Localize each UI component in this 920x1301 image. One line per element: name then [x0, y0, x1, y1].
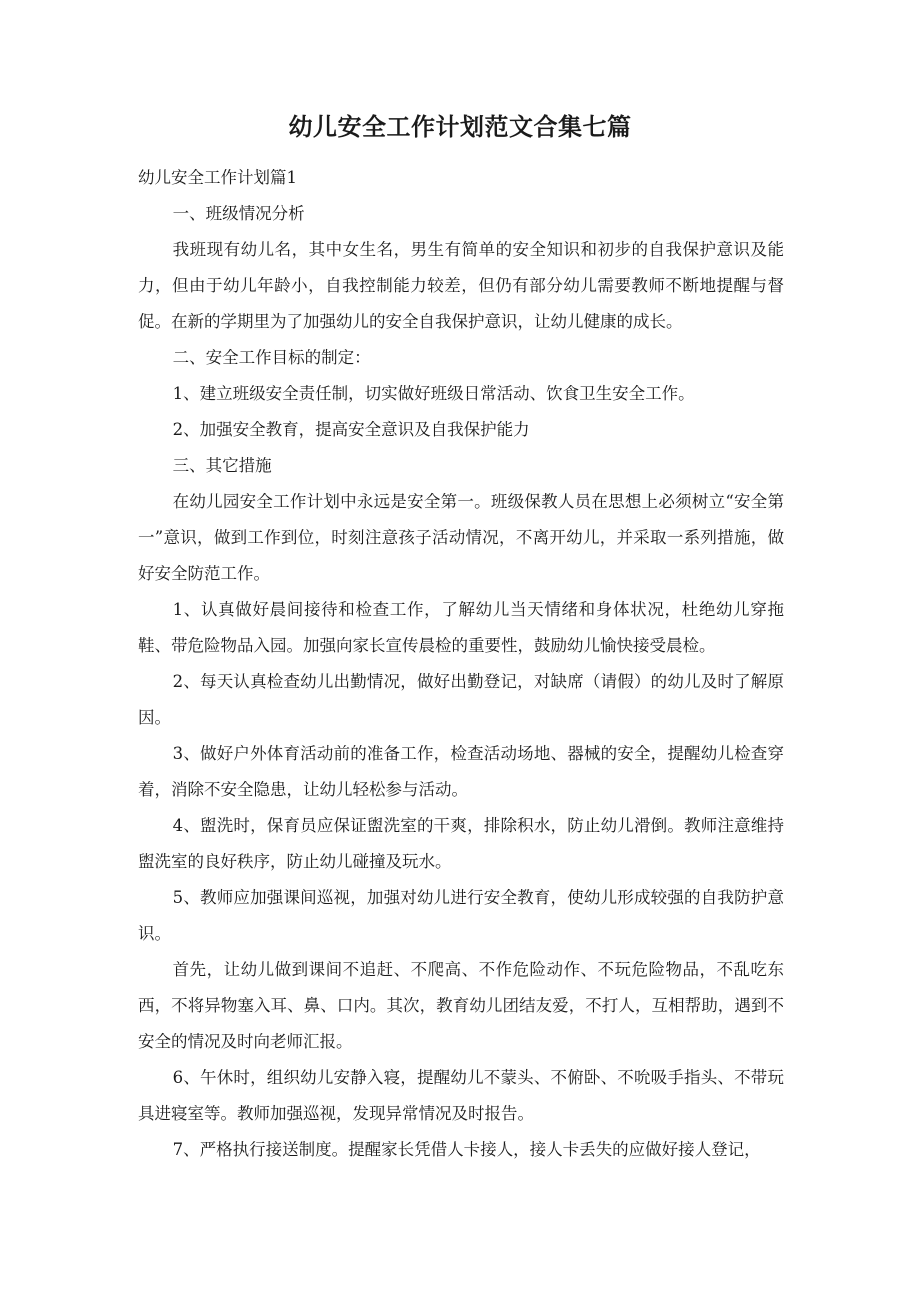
- paragraph-14: 6、午休时，组织幼儿安静入寝，提醒幼儿不蒙头、不俯卧、不吮吸手指头、不带玩具进寝室等。教师加强巡视，发现异常情况及时报告。: [138, 1068, 784, 1123]
- paragraph-3: 二、安全工作目标的制定：: [172, 348, 371, 367]
- document-body: [138, 160, 784, 1168]
- paragraph-6: 三、其它措施: [172, 456, 272, 475]
- paragraph-5: 2、加强安全教育，提高安全意识及自我保护能力: [172, 420, 530, 439]
- paragraph-11: 4、盥洗时，保育员应保证盥洗室的干爽，排除积水，防止幼儿滑倒。教师注意维持盥洗室的良好秩序，防止幼儿碰撞及玩水。: [138, 816, 784, 871]
- paragraph-8: 1、认真做好晨间接待和检查工作，了解幼儿当天情绪和身体状况，杜绝幼儿穿拖鞋、带危险物品入园。加强向家长宣传晨检的重要性，鼓励幼儿愉快接受晨检。: [138, 600, 784, 655]
- paragraph-15: 7、严格执行接送制度。提醒家长凭借人卡接人，接人卡丢失的应做好接人登记，: [172, 1140, 761, 1159]
- paragraph-13: 首先，让幼儿做到课间不追赶、不爬高、不作危险动作、不玩危险物品，不乱吃东西，不将异物塞入耳、鼻、口内。其次，教育幼儿团结友爱，不打人，互相帮助，遇到不安全的情况及时向老师汇报。: [138, 960, 784, 1051]
- paragraph-4: 1、建立班级安全责任制，切实做好班级日常活动、饮食卫生安全工作。: [172, 384, 695, 403]
- paragraph-9: 2、每天认真检查幼儿出勤情况，做好出勤登记，对缺席（请假）的幼儿及时了解原因。: [138, 672, 784, 727]
- paragraph-2: 我班现有幼儿名，其中女生名，男生有简单的安全知识和初步的自我保护意识及能力，但由于幼儿年龄小，自我控制能力较差，但仍有部分幼儿需要教师不断地提醒与督促。在新的学期里为了加强幼儿的安全自我保护意识，让幼儿健康的成长。: [138, 240, 784, 331]
- paragraph-7: 在幼儿园安全工作计划中永远是安全第一。班级保教人员在思想上必须树立“安全第一”意识，做到工作到位，时刻注意孩子活动情况，不离开幼儿，并采取一系列措施，做好安全防范工作。: [138, 492, 784, 583]
- paragraph-1: 一、班级情况分析: [172, 204, 305, 223]
- paragraph-10: 3、做好户外体育活动前的准备工作，检查活动场地、器械的安全，提醒幼儿检查穿着，消除不安全隐患，让幼儿轻松参与活动。: [138, 744, 784, 799]
- section-heading: 幼儿安全工作计划篇1: [138, 168, 297, 187]
- document-title: 幼儿安全工作计划范文合集七篇: [288, 112, 632, 141]
- paragraph-12: 5、教师应加强课间巡视，加强对幼儿进行安全教育，使幼儿形成较强的自我防护意识。: [138, 888, 784, 943]
